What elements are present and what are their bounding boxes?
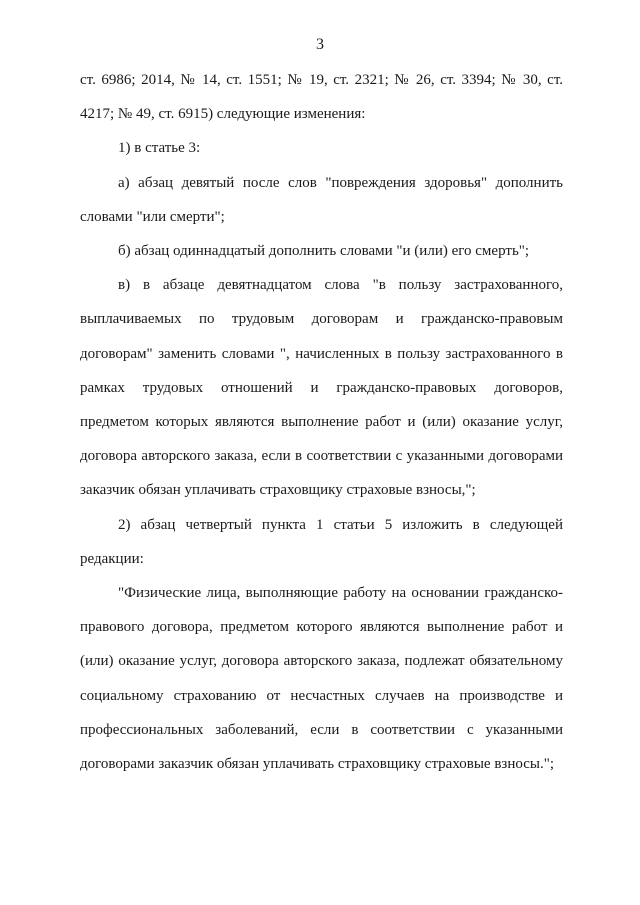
paragraph-item-1: 1) в статье 3:	[118, 140, 201, 157]
paragraph-item-1b: б) абзац одиннадцатый дополнить словами "и (или) его смерть";	[118, 243, 530, 260]
paragraph-quoted-text: "Физические лица, выполняющие работу на основании гражданско-правового договора, предметом которого являются выполнение работ и (или) оказание услуг, договора авторского заказа, подлежат обязательному социальному страхованию от несчастных случаев на производстве и профессиональных заболеваний, если в соответствии с указанными договорами заказчик обязан уплачивать страховщику страховые взносы.";	[80, 585, 563, 773]
paragraph-item-1a: а) абзац девятый после слов "повреждения здоровья" дополнить словами "или смерти";	[80, 174, 563, 225]
paragraph-intro-continuation: ст. 6986; 2014, № 14, ст. 1551; № 19, ст. 2321; № 26, ст. 3394; № 30, ст. 4217; № 49, ст. 6915) следующие изменения:	[80, 72, 563, 123]
paragraph-item-2: 2) абзац четвертый пункта 1 статьи 5 изложить в следующей редакции:	[80, 516, 563, 567]
document-body	[80, 63, 563, 781]
paragraph-item-1v: в) в абзаце девятнадцатом слова "в пользу застрахованного, выплачиваемых по трудовым договорам и гражданско-правовым договорам" заменить словами ", начисленных в пользу застрахованного в рамках трудовых отношений и гражданско-правовых договоров, предметом которых являются выполнение работ и (или) оказание услуг, договора авторского заказа, если в соответствии с указанными договорами заказчик обязан уплачивать страховщику страховые взносы,";	[80, 277, 563, 499]
page-number: 3	[316, 36, 324, 53]
